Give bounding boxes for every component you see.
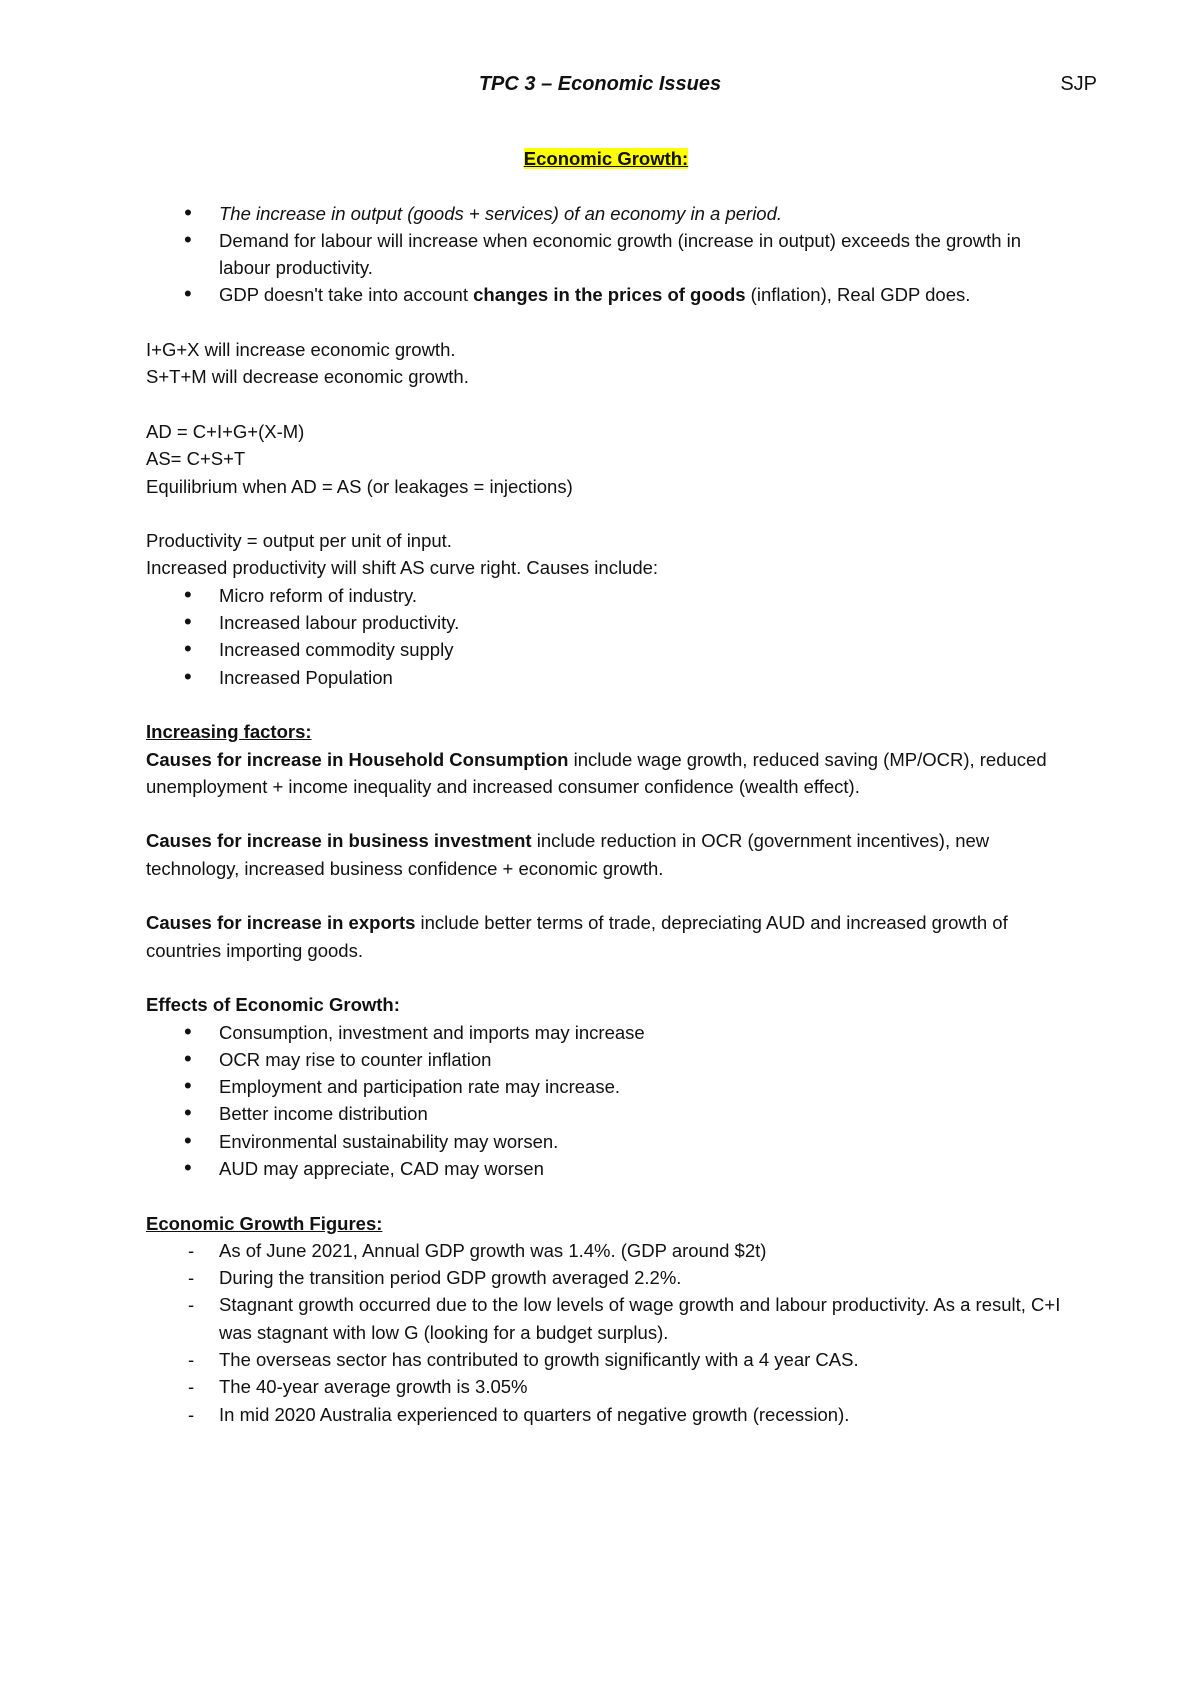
intro-bullet-list: [146, 200, 1066, 309]
list-item: • Demand for labour will increase when economic growth (increase in output) exceeds the growth in labour productivity.: [146, 227, 1066, 282]
list-item: • AUD may appreciate, CAD may worsen: [146, 1155, 1066, 1182]
effects-list: [146, 1019, 1066, 1183]
list-item: - The 40-year average growth is 3.05%: [146, 1373, 1066, 1400]
investment-paragraph: [146, 827, 1066, 882]
productivity-shift: Increased productivity will shift AS curve right. Causes include:: [146, 557, 659, 579]
list-item: - Stagnant growth occurred due to the low levels of wage growth and labour productivity. As a result, C+I was stagnant with low G (looking for a budget surplus).: [146, 1291, 1066, 1346]
figures-heading: Economic Growth Figures:: [146, 1212, 383, 1234]
list-item: • Better income distribution: [146, 1100, 1066, 1127]
list-item: • Employment and participation rate may increase.: [146, 1073, 1066, 1100]
list-item: • The increase in output (goods + services) of an economy in a period.: [146, 200, 1066, 227]
document-body: [146, 145, 1066, 1428]
effects-heading: Effects of Economic Growth:: [146, 994, 400, 1016]
injections-line: I+G+X will increase economic growth.: [146, 339, 456, 361]
header-initials: SJP: [1060, 73, 1097, 95]
as-formula: AS= C+S+T: [146, 448, 246, 470]
bullet-text: (inflation), Real GDP does.: [745, 284, 971, 306]
section-title-line: [146, 145, 1066, 172]
list-item: • Increased labour productivity.: [146, 609, 1066, 636]
list-item: [146, 281, 1066, 308]
consumption-paragraph: [146, 746, 1066, 801]
list-item: • Consumption, investment and imports may increase: [146, 1019, 1066, 1046]
bullet-text: GDP doesn't take into account: [219, 284, 474, 306]
ad-formula: AD = C+I+G+(X-M): [146, 420, 305, 442]
consumption-lead: Causes for increase in Household Consumption: [146, 748, 569, 770]
productivity-causes-list: [146, 582, 1066, 691]
section-title: Economic Growth:: [523, 148, 689, 169]
leakages-line: S+T+M will decrease economic growth.: [146, 366, 469, 388]
list-item: • Micro reform of industry.: [146, 582, 1066, 609]
increasing-factors-heading: Increasing factors:: [146, 721, 312, 743]
list-item: • Increased commodity supply: [146, 636, 1066, 663]
exports-paragraph: [146, 909, 1066, 964]
bullet-text-bold: changes in the prices of goods: [473, 284, 746, 306]
page-header: [0, 73, 1200, 101]
exports-lead: Causes for increase in exports: [146, 912, 416, 934]
list-item: • Increased Population: [146, 664, 1066, 691]
figures-list: [146, 1237, 1066, 1428]
list-item: - The overseas sector has contributed to growth significantly with a 4 year CAS.: [146, 1346, 1066, 1373]
list-item: - As of June 2021, Annual GDP growth was 1.4%. (GDP around $2t): [146, 1237, 1066, 1264]
header-title: TPC 3 – Economic Issues: [478, 73, 722, 95]
equilibrium-line: Equilibrium when AD = AS (or leakages = injections): [146, 475, 573, 497]
investment-text: include reduction in OCR (government incentives), new technology, increased business confidence + economic growth.: [146, 830, 990, 879]
list-item: • Environmental sustainability may worsen.: [146, 1128, 1066, 1155]
list-item: - During the transition period GDP growth averaged 2.2%.: [146, 1264, 1066, 1291]
consumption-text: include wage growth, reduced saving (MP/OCR), reduced unemployment + income inequality and increased consumer confidence (wealth effect).: [146, 748, 1047, 797]
list-item: - In mid 2020 Australia experienced to quarters of negative growth (recession).: [146, 1401, 1066, 1428]
exports-text: include better terms of trade, depreciating AUD and increased growth of countries importing goods.: [146, 912, 1008, 961]
investment-lead: Causes for increase in business investment: [146, 830, 532, 852]
list-item: • OCR may rise to counter inflation: [146, 1046, 1066, 1073]
productivity-definition: Productivity = output per unit of input.: [146, 530, 452, 552]
